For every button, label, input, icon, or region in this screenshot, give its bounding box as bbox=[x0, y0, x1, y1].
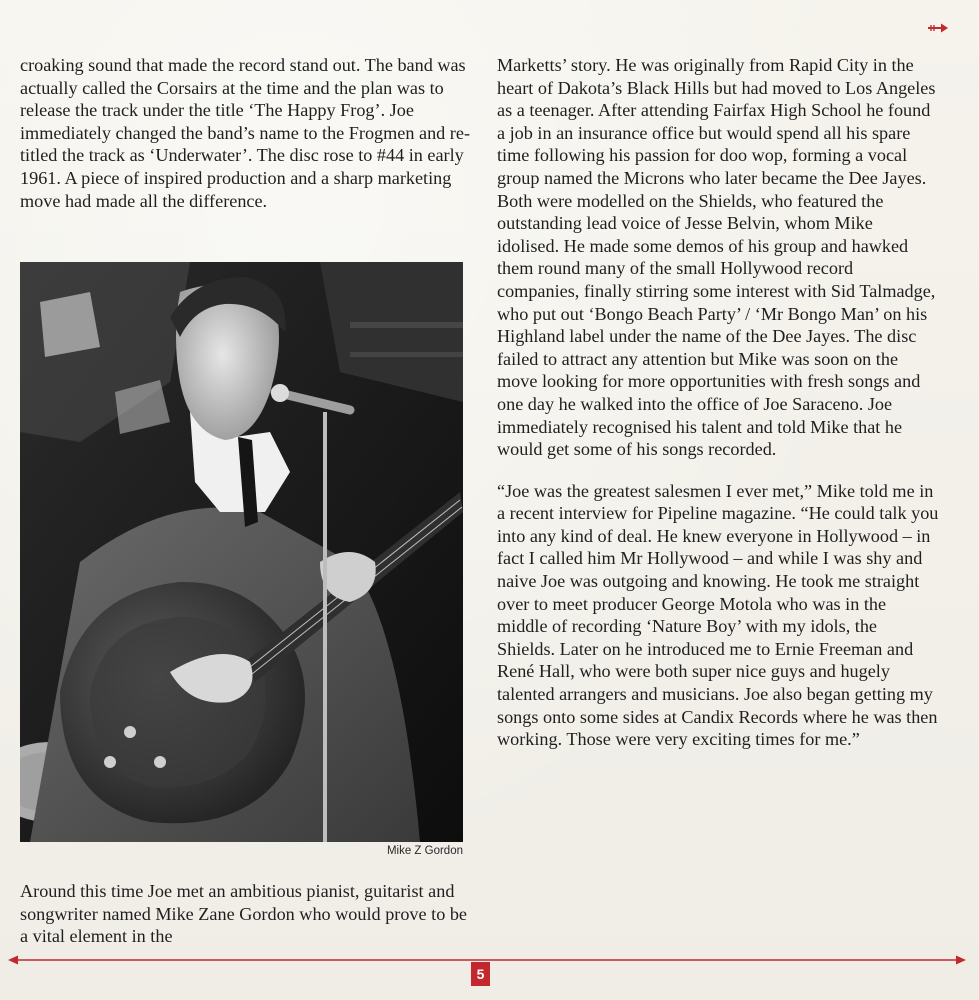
guitarist-photo-image bbox=[20, 262, 463, 842]
left-column-bottom bbox=[20, 880, 470, 948]
right-paragraph-2: “Joe was the greatest salesmen I ever met,” Mike told me in a recent interview for Pipeline magazine. “He could talk you into any kind of deal. He knew everyone in Hollywood – in fact I called him Mr Hollywood – and while I was shy and naive Joe was outgoing and knowing. He took me straight over to meet producer George Motola who was in the middle of recording ‘Nature Boy’ with my idols, the Shields. Later on he introduced me to Ernie Freeman and René Hall, who were both super nice guys and hugely talented arrangers and musicians. Joe also began getting my songs onto some sides at Candix Records where he was then working. Those were very exciting times for me.” bbox=[497, 480, 939, 750]
left-paragraph-bottom: Around this time Joe met an ambitious pianist, guitarist and songwriter named Mike Zane Gordon who would prove to be a vital element in the bbox=[20, 881, 468, 947]
next-page-arrow-icon bbox=[927, 22, 949, 34]
left-column bbox=[20, 54, 470, 212]
photo-caption: Mike Z Gordon bbox=[386, 845, 463, 857]
left-arrowhead-icon bbox=[8, 956, 18, 965]
page-number-badge: 5 bbox=[471, 962, 490, 986]
left-paragraph-top: croaking sound that made the record stand out. The band was actually called the Corsairs at the time and the plan was to release the track under the title ‘The Happy Frog’. Joe immediately changed the band’s name to the Frogmen and re-titled the track as ‘Underwater’. The disc rose to #44 in early 1961. A piece of inspired production and a sharp marketing move had made all the difference. bbox=[20, 55, 470, 211]
right-column bbox=[497, 54, 939, 751]
guitarist-photo bbox=[20, 262, 463, 842]
right-arrowhead-icon bbox=[956, 956, 966, 965]
right-paragraph-1: Marketts’ story. He was originally from Rapid City in the heart of Dakota’s Black Hills but had moved to Los Angeles as a teenager. After attending Fairfax High School he found a job in an insurance office but would spend all his spare time following his passion for doo wop, forming a vocal group named the Microns who later became the Dee Jayes. Both were modelled on the Shields, who featured the outstanding lead voice of Jesse Belvin, whom Mike idolised. He made some demos of his group and hawked them round many of the small Hollywood record companies, finally stirring some interest with Sid Talmadge, who put out ‘Bongo Beach Party’ / ‘Mr Bongo Man’ on his Highland label under the name of the Dee Jayes. The disc failed to attract any attention but Mike was soon on the move looking for more opportunities with fresh songs and one day he walked into the office of Joe Saraceno. Joe immediately recognised his talent and told Mike that he would get some of his songs recorded. bbox=[497, 55, 936, 460]
